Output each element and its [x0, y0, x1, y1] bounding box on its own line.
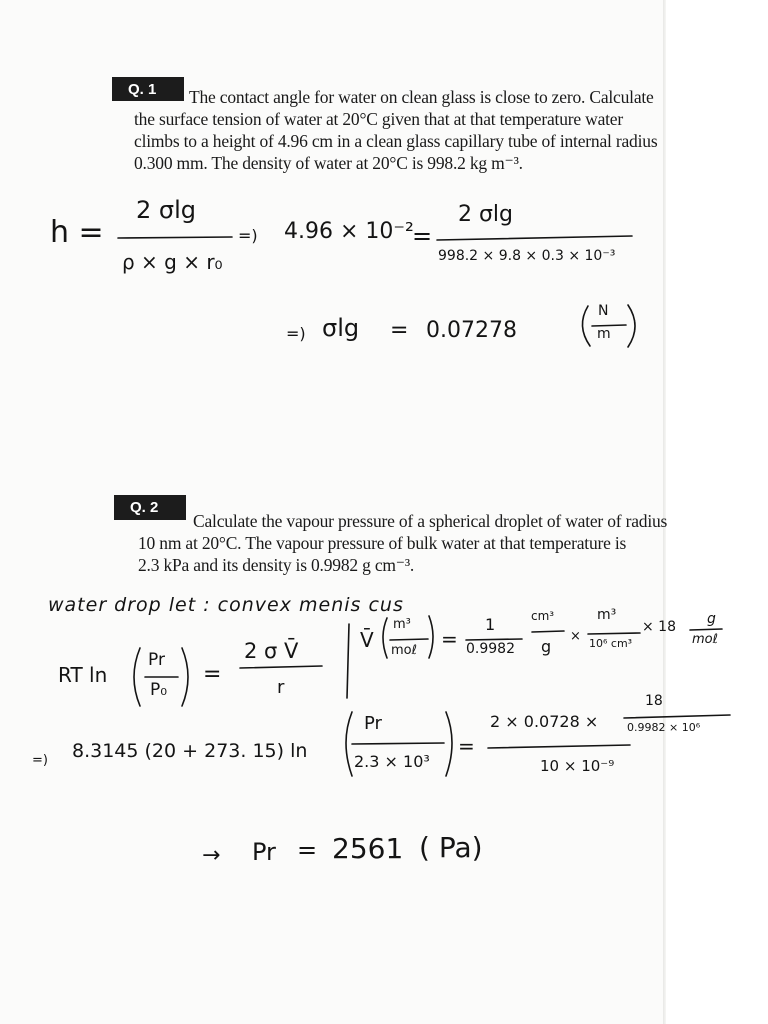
q2-vunit-rparen	[429, 616, 433, 658]
q1-result-value: 0.07278	[426, 318, 517, 343]
q2-arrow-3: →	[202, 843, 221, 868]
q2-line-3: 2.3 kPa and its density is 0.9982 g cm⁻³.	[138, 555, 415, 575]
q2-frac-den: r	[277, 677, 285, 698]
q2-f1-num: 1	[485, 615, 496, 634]
q2-line-1: Calculate the vapour pressure of a spherical droplet of water of radius	[193, 511, 668, 531]
q2-f1-bar	[466, 639, 522, 640]
q2-f1-den: 0.9982	[466, 641, 515, 657]
q2-rt-ln: RT ln	[58, 663, 108, 687]
q1-unit-bar	[592, 325, 626, 326]
q2-pr2-rparen	[446, 712, 452, 776]
q2-eq-v: =	[441, 627, 458, 651]
q2-result-eq: =	[297, 836, 318, 864]
q2-den-2: 2.3 × 10³	[354, 752, 430, 771]
q1-unit-den: m	[597, 326, 611, 342]
q2-frac-bar	[240, 666, 322, 668]
q2-vunit-num: m³	[393, 617, 411, 632]
q2-vertical-divider	[347, 624, 349, 698]
q2-result-value: 2561	[332, 832, 404, 865]
q1-eq-sign-2: =	[390, 318, 409, 343]
q1-sigma: σlg	[322, 314, 360, 342]
q2-pr: Pr	[148, 650, 165, 670]
q1-frac1-den: ρ × g × r₀	[122, 250, 223, 274]
q2-f3-den: 10⁶ cm³	[589, 637, 633, 650]
q2-vunit-den: moℓ	[391, 643, 417, 658]
q1-unit-rparen	[628, 305, 635, 347]
q2-f2-bar	[532, 631, 564, 632]
q2-rhs-frac-den: 0.9982 × 10⁶	[627, 721, 701, 734]
q2-pr2-bar	[352, 743, 444, 744]
q1-unit-num: N	[598, 303, 609, 319]
q2-f4-den: moℓ	[692, 632, 718, 647]
q2-arrow-1: =)	[32, 753, 48, 768]
q1-eq-sign: =	[412, 222, 433, 250]
q2-ln-rparen	[182, 648, 188, 706]
q2-pr2-lparen	[346, 712, 352, 776]
q2-f3-bar	[588, 633, 640, 634]
q2-p0: P₀	[150, 680, 168, 700]
q2-result-symbol: Pr	[252, 838, 276, 866]
q2-vbar: V̄	[360, 628, 374, 652]
q1-frac1-bar	[118, 237, 232, 238]
q2-f4-bar	[690, 629, 722, 630]
q2-frac-num: 2 σ V̄	[244, 639, 299, 663]
q1-lhs: 4.96 × 10⁻²	[284, 219, 414, 244]
q2-line-2: 10 nm at 20°C. The vapour pressure of bulk water at that temperature is	[138, 533, 627, 553]
q1-frac2-den: 998.2 × 9.8 × 0.3 × 10⁻³	[438, 248, 616, 264]
q1-h-eq: h =	[50, 215, 104, 250]
q2-f3-num: m³	[597, 607, 617, 623]
q2-f4-num: g	[707, 611, 716, 627]
q2-ln-lparen	[134, 648, 140, 706]
q2-rhs-frac-num: 18	[645, 693, 663, 709]
q1-frac2-bar	[437, 236, 632, 240]
q1-line-2: the surface tension of water at 20°C given that at that temperature water	[134, 109, 624, 129]
q1-badge: Q. 1	[112, 77, 184, 101]
q1-frac1-num: 2 σlg	[136, 196, 197, 224]
q2-times-18: × 18	[642, 619, 676, 635]
q2-result-unit: ( Pa)	[419, 831, 483, 864]
q1-line-4: 0.300 mm. The density of water at 20°C is 998.2 kg m⁻³.	[134, 153, 523, 173]
q1-unit-lparen	[582, 306, 590, 346]
q1-frac2-num: 2 σlg	[458, 202, 514, 227]
q2-pr-2: Pr	[364, 713, 382, 734]
q2-note: water drop let : convex menis cus	[48, 594, 404, 616]
q2-times-1: ×	[570, 629, 581, 644]
q2-vunit-lparen	[383, 618, 387, 658]
q1-line-1: The contact angle for water on clean glass is close to zero. Calculate	[189, 87, 654, 107]
q2-vunit-bar	[390, 639, 428, 640]
q2-f2-num: cm³	[531, 609, 555, 623]
q2-eq-2: =	[458, 734, 475, 758]
q2-rhs-frac-bar	[624, 715, 730, 718]
q2-rhs-num: 2 × 0.0728 ×	[490, 712, 599, 731]
q2-badge: Q. 2	[114, 495, 186, 520]
q2-f2-den: g	[541, 637, 552, 656]
q2-rhs-den: 10 × 10⁻⁹	[540, 757, 615, 775]
q2-rhs-bar	[488, 745, 630, 748]
q1-arrow-2: =)	[286, 324, 306, 343]
q1-arrow-1: =)	[238, 226, 258, 245]
q1-line-3: climbs to a height of 4.96 cm in a clean glass capillary tube of internal radius	[134, 131, 658, 151]
q2-line2-lhs: 8.3145 (20 + 273. 15) ln	[72, 740, 308, 762]
q2-eq-1: =	[203, 662, 222, 687]
